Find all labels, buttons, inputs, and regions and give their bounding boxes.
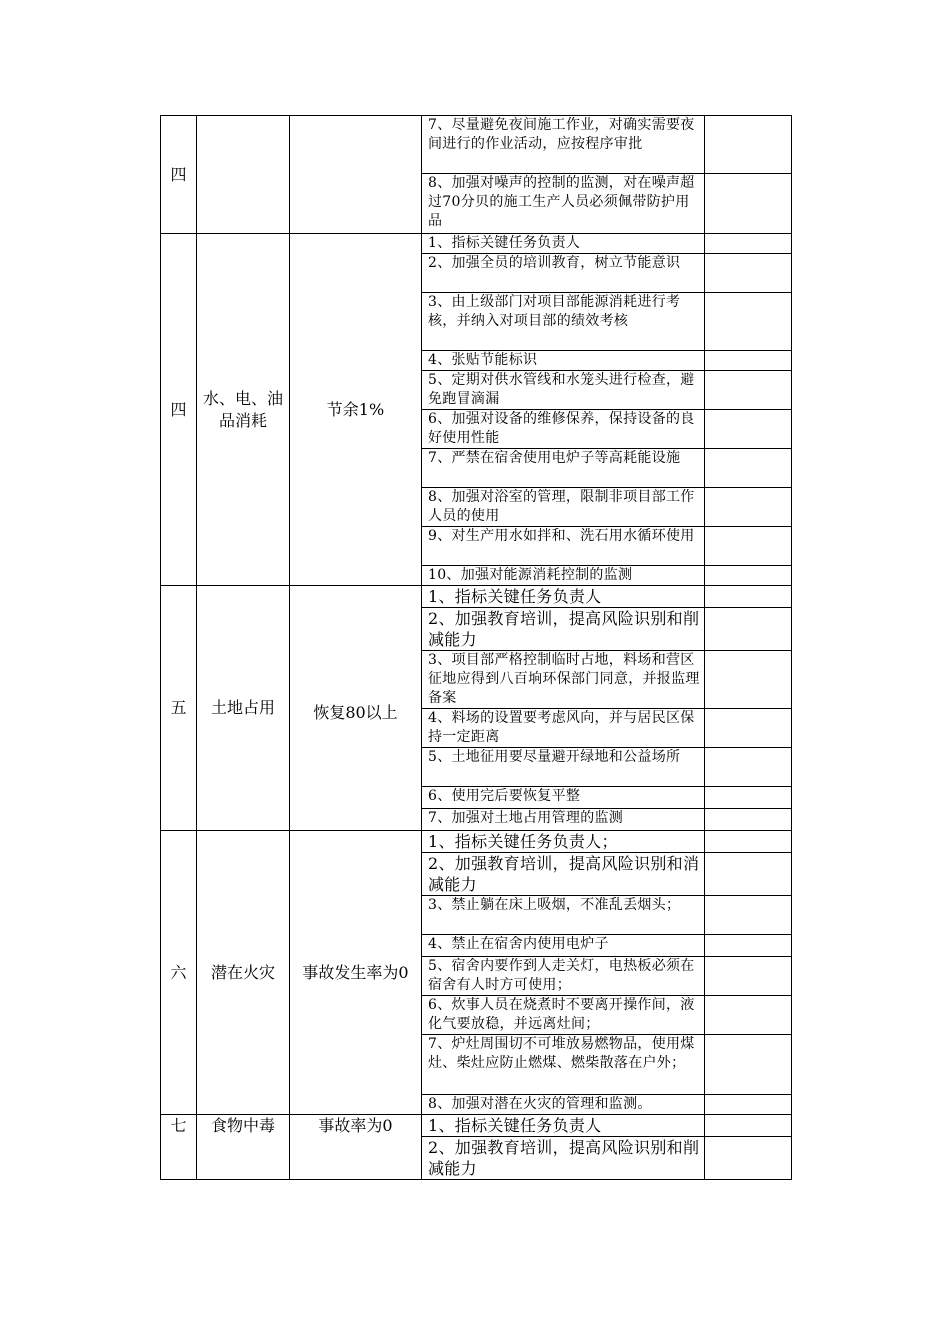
blank-cell [705,896,792,935]
measure-text: 2、加强教育培训，提高风险识别和削减能力 [422,608,705,651]
measure-text: 10、加强对能源消耗控制的监测 [422,566,705,586]
measure-text: 3、项目部严格控制临时占地，料场和营区征地应得到八百垧环保部门同意，并报监理备案 [422,651,705,709]
section-item: 水、电、油品消耗 [197,234,290,586]
blank-cell [705,608,792,651]
measure-text: 5、宿舍内要作到人走关灯，电热板必须在宿舍有人时方可使用； [422,957,705,996]
measure-text: 4、禁止在宿舍内使用电炉子 [422,935,705,957]
blank-cell [705,831,792,853]
measure-text: 3、禁止躺在床上吸烟，不准乱丢烟头； [422,896,705,935]
measure-text: 1、指标关键任务负责人 [422,234,705,254]
measure-text: 4、料场的设置要考虑风向，并与居民区保持一定距离 [422,709,705,748]
blank-cell [705,709,792,748]
section-item: 潜在火灾 [197,831,290,1115]
table-row [161,586,792,608]
section-number: 四 [161,234,197,586]
measure-text: 1、指标关键任务负责人 [422,1115,705,1137]
table-row [161,1115,792,1137]
measure-text: 9、对生产用水如拌和、洗石用水循环使用 [422,527,705,566]
section-number: 七 [161,1115,197,1180]
section-item: 食物中毒 [197,1115,290,1180]
blank-cell [705,1095,792,1115]
blank-cell [705,586,792,608]
blank-cell [705,935,792,957]
section-number: 四 [161,116,197,234]
blank-cell [705,410,792,449]
measure-text: 7、炉灶周围切不可堆放易燃物品，使用煤灶、柴灶应防止燃煤、燃柴散落在户外； [422,1035,705,1095]
table-row [161,234,792,254]
blank-cell [705,293,792,351]
blank-cell [705,254,792,293]
measure-text: 5、定期对供水管线和水笼头进行检查，避免跑冒滴漏 [422,371,705,410]
blank-cell [705,371,792,410]
section-target: 恢复80以上 [290,586,422,831]
measure-text: 1、指标关键任务负责人； [422,831,705,853]
table-row [161,116,792,174]
measures-table [160,115,792,1180]
blank-cell [705,488,792,527]
section-number: 六 [161,831,197,1115]
blank-cell [705,748,792,787]
blank-cell [705,351,792,371]
section-target: 节余1% [290,234,422,586]
section-item [197,116,290,234]
blank-cell [705,1035,792,1095]
measure-text: 2、加强教育培训，提高风险识别和消减能力 [422,853,705,896]
measure-text: 8、加强对潜在火灾的管理和监测。 [422,1095,705,1115]
measure-text: 5、土地征用要尽量避开绿地和公益场所 [422,748,705,787]
section-target: 事故率为0 [290,1115,422,1180]
measure-text: 3、由上级部门对项目部能源消耗进行考核，并纳入对项目部的绩效考核 [422,293,705,351]
blank-cell [705,116,792,174]
measure-text: 6、炊事人员在烧煮时不要离开操作间，液化气要放稳，并远离灶间； [422,996,705,1035]
measure-text: 1、指标关键任务负责人 [422,586,705,608]
measure-text: 4、张贴节能标识 [422,351,705,371]
section-number: 五 [161,586,197,831]
measure-text: 7、加强对土地占用管理的监测 [422,809,705,831]
blank-cell [705,1115,792,1137]
blank-cell [705,527,792,566]
measure-text: 6、使用完后要恢复平整 [422,787,705,809]
measure-text: 2、加强教育培训，提高风险识别和削减能力 [422,1137,705,1180]
measure-text: 8、加强对噪声的控制的监测，对在噪声超过70分贝的施工生产人员必须佩带防护用品 [422,174,705,234]
measure-text: 8、加强对浴室的管理，限制非项目部工作人员的使用 [422,488,705,527]
measure-text: 6、加强对设备的维修保养，保持设备的良好使用性能 [422,410,705,449]
blank-cell [705,787,792,809]
table-row [161,831,792,853]
blank-cell [705,174,792,234]
blank-cell [705,651,792,709]
blank-cell [705,853,792,896]
measure-text: 7、严禁在宿舍使用电炉子等高耗能设施 [422,449,705,488]
blank-cell [705,957,792,996]
section-target [290,116,422,234]
measure-text: 7、尽量避免夜间施工作业，对确实需要夜间进行的作业活动，应按程序审批 [422,116,705,174]
blank-cell [705,234,792,254]
blank-cell [705,996,792,1035]
section-item: 土地占用 [197,586,290,831]
measure-text: 2、加强全员的培训教育，树立节能意识 [422,254,705,293]
blank-cell [705,809,792,831]
blank-cell [705,566,792,586]
blank-cell [705,1137,792,1180]
section-target: 事故发生率为0 [290,831,422,1115]
blank-cell [705,449,792,488]
